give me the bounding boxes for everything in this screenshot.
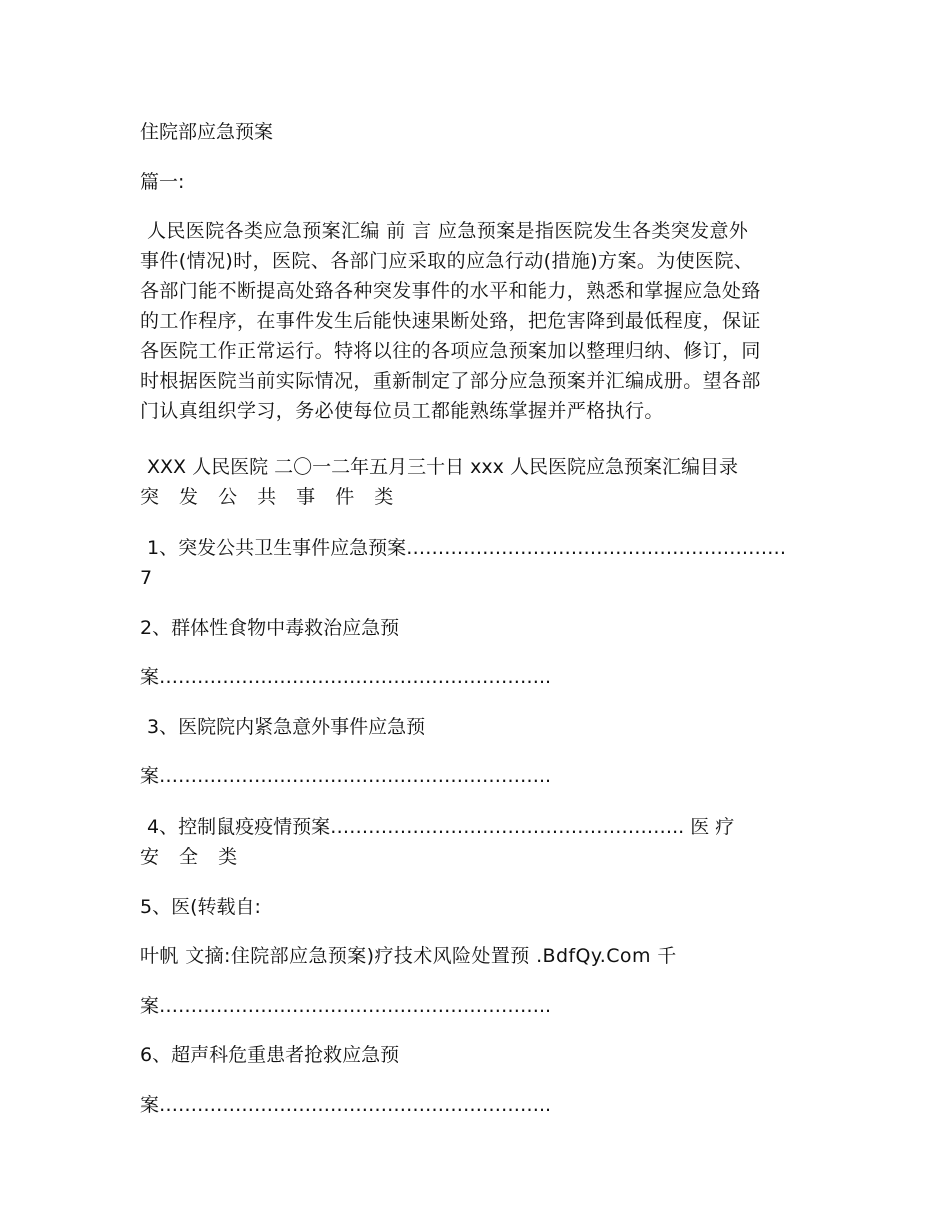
toc-item-continuation: 案…………………………………………………….. — [140, 1094, 552, 1116]
category-public: 突 发 公 共 事 件 类 — [140, 486, 401, 508]
document-title: 住院部应急预案 — [140, 121, 274, 143]
toc-item: 5、医(转载自: — [140, 896, 261, 918]
category-medical: 安 全 类 — [140, 846, 245, 868]
toc-item: 2、群体性食物中毒救治应急预 — [140, 617, 400, 639]
hospital-date-line: XXX 人民医院 二〇一二年五月三十日 xxx 人民医院应急预案汇编目录 — [147, 456, 738, 478]
intro-line: 时根据医院当前实际情况，重新制定了部分应急预案并汇编成册。望各部 — [140, 370, 761, 392]
section-label: 篇一: — [140, 171, 185, 193]
intro-line: 各医院工作正常运行。特将以往的各项应急预案加以整理归纳、修订，同 — [140, 340, 761, 362]
toc-item-continuation: 案…………………………………………………….. — [140, 995, 552, 1017]
toc-item-continuation: 案…………………………………………………….. — [140, 765, 552, 787]
toc-item: 1、突发公共卫生事件应急预案…………………………………………………… — [147, 537, 787, 559]
intro-line: 门认真组织学习，务必使每位员工都能熟练掌握并严格执行。 — [140, 400, 664, 422]
toc-item-continuation: 叶帆 文摘:住院部应急预案)疗技术风险处置预 .BdfQy.Com 千 — [140, 945, 677, 967]
toc-page-number: 7 — [140, 567, 153, 589]
intro-line: 的工作程序，在事件发生后能快速果断处臵，把危害降到最低程度，保证 — [140, 310, 761, 332]
intro-line: 人民医院各类应急预案汇编 前 言 应急预案是指医院发生各类突发意外 — [147, 220, 749, 242]
toc-item-continuation: 案…………………………………………………….. — [140, 666, 552, 688]
toc-item: 6、超声科危重患者抢救应急预 — [140, 1044, 400, 1066]
toc-item: 3、医院院内紧急意外事件应急预 — [147, 716, 426, 738]
intro-line: 事件(情况)时，医院、各部门应采取的应急行动(措施)方案。为使医院、 — [140, 250, 754, 272]
toc-item: 4、控制鼠疫疫情预案……………………………………………….. 医 疗 — [147, 816, 735, 838]
intro-paragraph — [140, 216, 812, 426]
intro-line: 各部门能不断提高处臵各种突发事件的水平和能力，熟悉和掌握应急处臵 — [140, 280, 761, 302]
